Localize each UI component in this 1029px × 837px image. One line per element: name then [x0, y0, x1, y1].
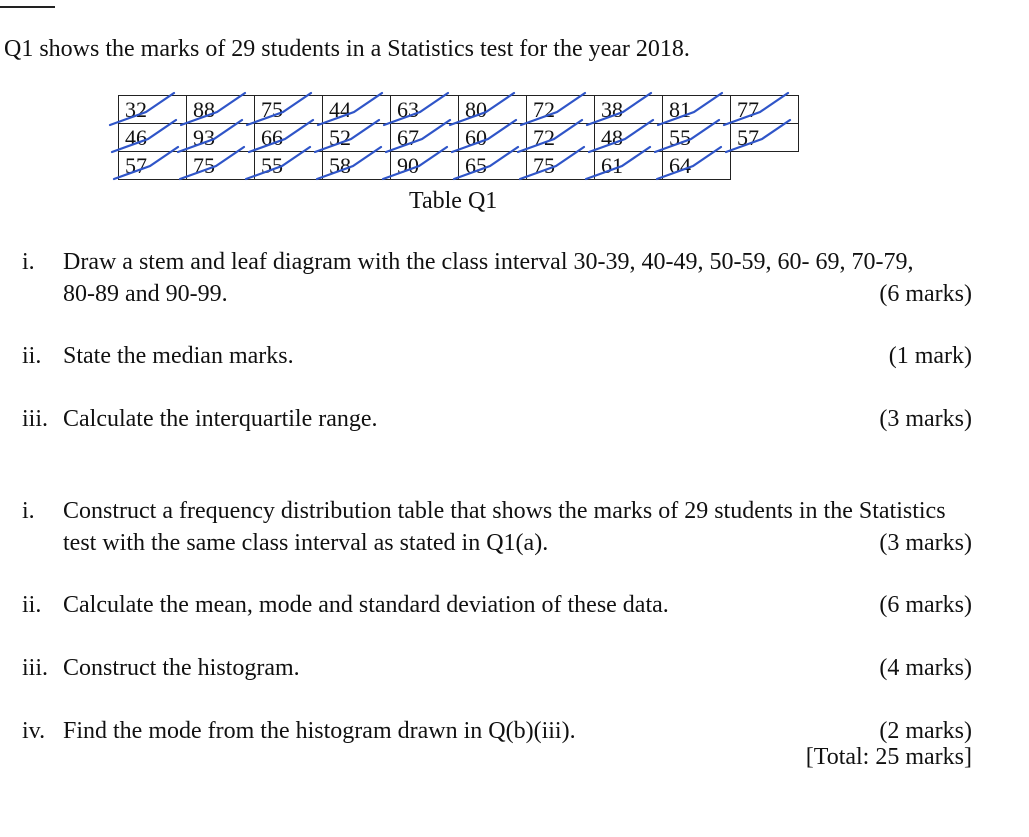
table-cell: 66 [255, 124, 323, 152]
table-cell: 67 [391, 124, 459, 152]
table-cell: 75 [187, 152, 255, 180]
question-number: i. [22, 498, 35, 524]
question-number: iii. [22, 655, 49, 681]
table-cell: 57 [119, 152, 187, 180]
table-cell: 81 [663, 96, 731, 124]
table-cell: 38 [595, 96, 663, 124]
question-intro: Q1 shows the marks of 29 students in a Statistics test for the year 2018. [4, 36, 690, 62]
question-number: ii. [22, 592, 42, 618]
table-cell-empty [731, 152, 799, 180]
question-text: Find the mode from the histogram drawn in Q(b)(iii). [63, 718, 576, 744]
question-marks: (4 marks) [879, 655, 972, 681]
table-cell: 44 [323, 96, 391, 124]
table-cell: 52 [323, 124, 391, 152]
table-row [119, 96, 799, 124]
table-cell: 61 [595, 152, 663, 180]
table-cell: 65 [459, 152, 527, 180]
question-number: iv. [22, 718, 46, 744]
question-marks: (3 marks) [879, 406, 972, 432]
question-text-continued: test with the same class interval as stated in Q1(a). [63, 530, 549, 556]
table-cell: 63 [391, 96, 459, 124]
page-top-fragment [0, 0, 55, 8]
table-row [119, 152, 799, 180]
table-cell: 72 [527, 96, 595, 124]
question-text: State the median marks. [63, 343, 294, 369]
table-cell: 75 [255, 96, 323, 124]
table-row [119, 124, 799, 152]
table-cell: 90 [391, 152, 459, 180]
table-cell: 93 [187, 124, 255, 152]
table-caption: Table Q1 [409, 188, 498, 214]
question-text: Draw a stem and leaf diagram with the class interval 30-39, 40-49, 50-59, 60- 69, 70-79, [63, 249, 914, 275]
table-cell: 77 [731, 96, 799, 124]
table-cell: 46 [119, 124, 187, 152]
question-marks: (2 marks) [879, 718, 972, 744]
table-cell: 32 [119, 96, 187, 124]
table-cell: 55 [663, 124, 731, 152]
table-cell: 80 [459, 96, 527, 124]
question-marks: (3 marks) [879, 530, 972, 556]
table-cell: 75 [527, 152, 595, 180]
question-marks: (6 marks) [879, 592, 972, 618]
table-cell: 72 [527, 124, 595, 152]
question-marks: (1 mark) [888, 343, 972, 369]
question-text-continued: 80-89 and 90-99. [63, 281, 228, 307]
question-text: Calculate the mean, mode and standard deviation of these data. [63, 592, 669, 618]
question-text: Construct a frequency distribution table that shows the marks of 29 students in the Statistics [63, 498, 946, 524]
marks-table [118, 95, 799, 180]
table-cell: 88 [187, 96, 255, 124]
question-number: i. [22, 249, 35, 275]
table-cell: 55 [255, 152, 323, 180]
table-cell: 60 [459, 124, 527, 152]
question-text: Construct the histogram. [63, 655, 300, 681]
total-marks: [Total: 25 marks] [805, 744, 972, 770]
table-cell: 48 [595, 124, 663, 152]
table-cell: 57 [731, 124, 799, 152]
question-marks: (6 marks) [879, 281, 972, 307]
table-cell: 58 [323, 152, 391, 180]
table-cell: 64 [663, 152, 731, 180]
question-text: Calculate the interquartile range. [63, 406, 378, 432]
question-number: iii. [22, 406, 49, 432]
question-number: ii. [22, 343, 42, 369]
